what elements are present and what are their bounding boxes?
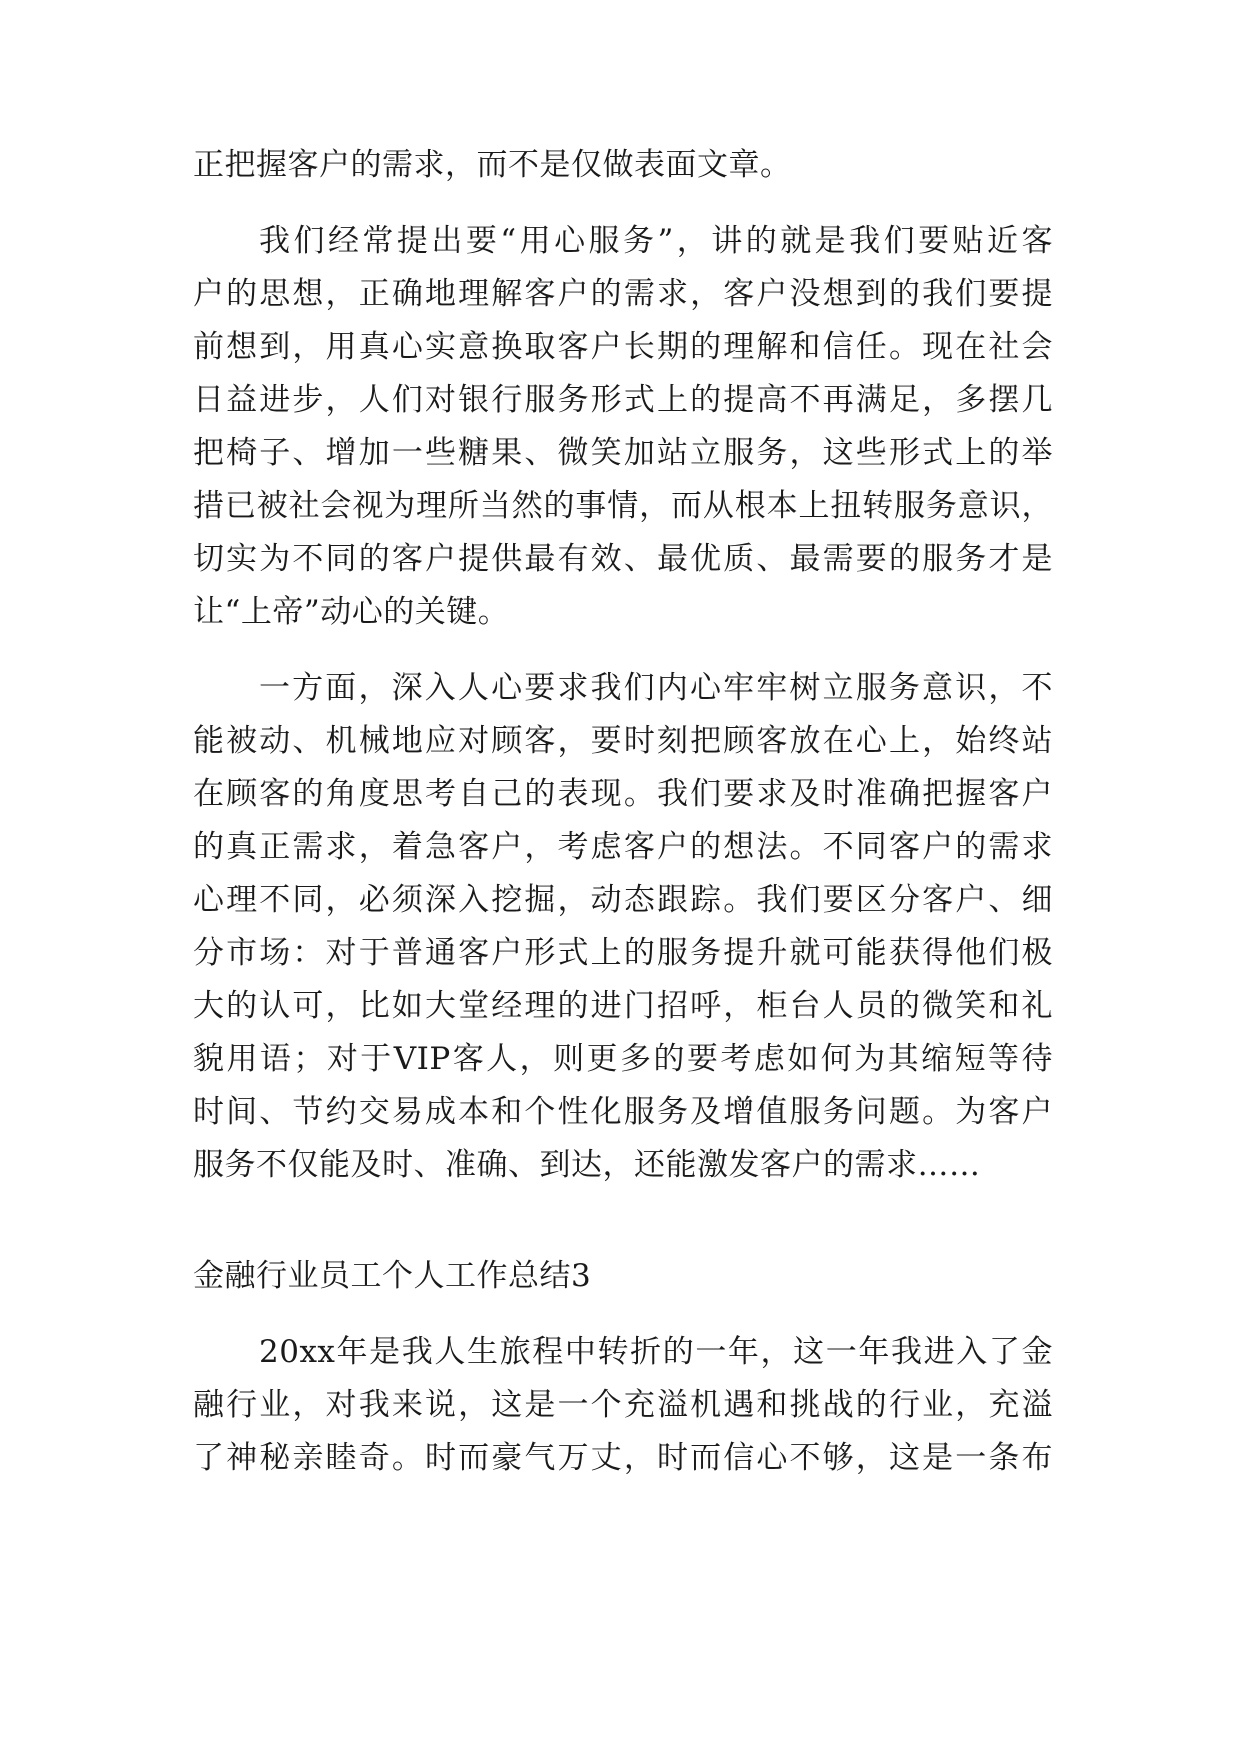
paragraph-line: 我们经常提出要“用心服务”，讲的就是我们要贴近客 bbox=[259, 223, 1053, 259]
paragraph-line: 能被动、机械地应对顾客，要时刻把顾客放在心上，始终站 bbox=[193, 723, 1053, 759]
paragraph-line: 了神秘亲睦奇。时而豪气万丈，时而信心不够，这是一条布 bbox=[193, 1440, 1053, 1476]
paragraph-line: 把椅子、增加一些糖果、微笑加站立服务，这些形式上的举 bbox=[193, 435, 1053, 471]
paragraph-line: 户的思想，正确地理解客户的需求，客户没想到的我们要提 bbox=[193, 276, 1053, 312]
paragraph-line: 大的认可，比如大堂经理的进门招呼，柜台人员的微笑和礼 bbox=[193, 988, 1053, 1024]
paragraph-line: 的真正需求，着急客户，考虑客户的想法。不同客户的需求 bbox=[193, 829, 1053, 865]
paragraph-line: 正把握客户的需求，而不是仅做表面文章。 bbox=[193, 147, 792, 183]
paragraph-line: 前想到，用真心实意换取客户长期的理解和信任。现在社会 bbox=[193, 329, 1053, 365]
paragraph-line: 心理不同，必须深入挖掘，动态跟踪。我们要区分客户、细 bbox=[193, 882, 1053, 918]
paragraph-line: 一方面，深入人心要求我们内心牢牢树立服务意识，不 bbox=[259, 670, 1053, 706]
paragraph-line: 让“上帝”动心的关键。 bbox=[193, 594, 510, 630]
paragraph-line: 切实为不同的客户提供最有效、最优质、最需要的服务才是 bbox=[193, 541, 1053, 577]
paragraph-line: 分市场：对于普通客户形式上的服务提升就可能获得他们极 bbox=[193, 935, 1053, 971]
paragraph-line: 服务不仅能及时、准确、到达，还能激发客户的需求…… bbox=[193, 1147, 981, 1183]
paragraph-line: 在顾客的角度思考自己的表现。我们要求及时准确把握客户 bbox=[193, 776, 1053, 812]
paragraph-line: 时间、节约交易成本和个性化服务及增值服务问题。为客户 bbox=[193, 1094, 1053, 1130]
paragraph-line: 措已被社会视为理所当然的事情，而从根本上扭转服务意识， bbox=[193, 488, 1053, 524]
paragraph-line: 20xx年是我人生旅程中转折的一年，这一年我进入了金 bbox=[259, 1334, 1053, 1370]
paragraph-line: 日益进步，人们对银行服务形式上的提高不再满足，多摆几 bbox=[193, 382, 1053, 418]
section-heading: 金融行业员工个人工作总结3 bbox=[193, 1258, 592, 1294]
paragraph-line: 貌用语；对于VIP客人，则更多的要考虑如何为其缩短等待 bbox=[193, 1041, 1053, 1077]
paragraph-line: 融行业，对我来说，这是一个充溢机遇和挑战的行业，充溢 bbox=[193, 1387, 1053, 1423]
